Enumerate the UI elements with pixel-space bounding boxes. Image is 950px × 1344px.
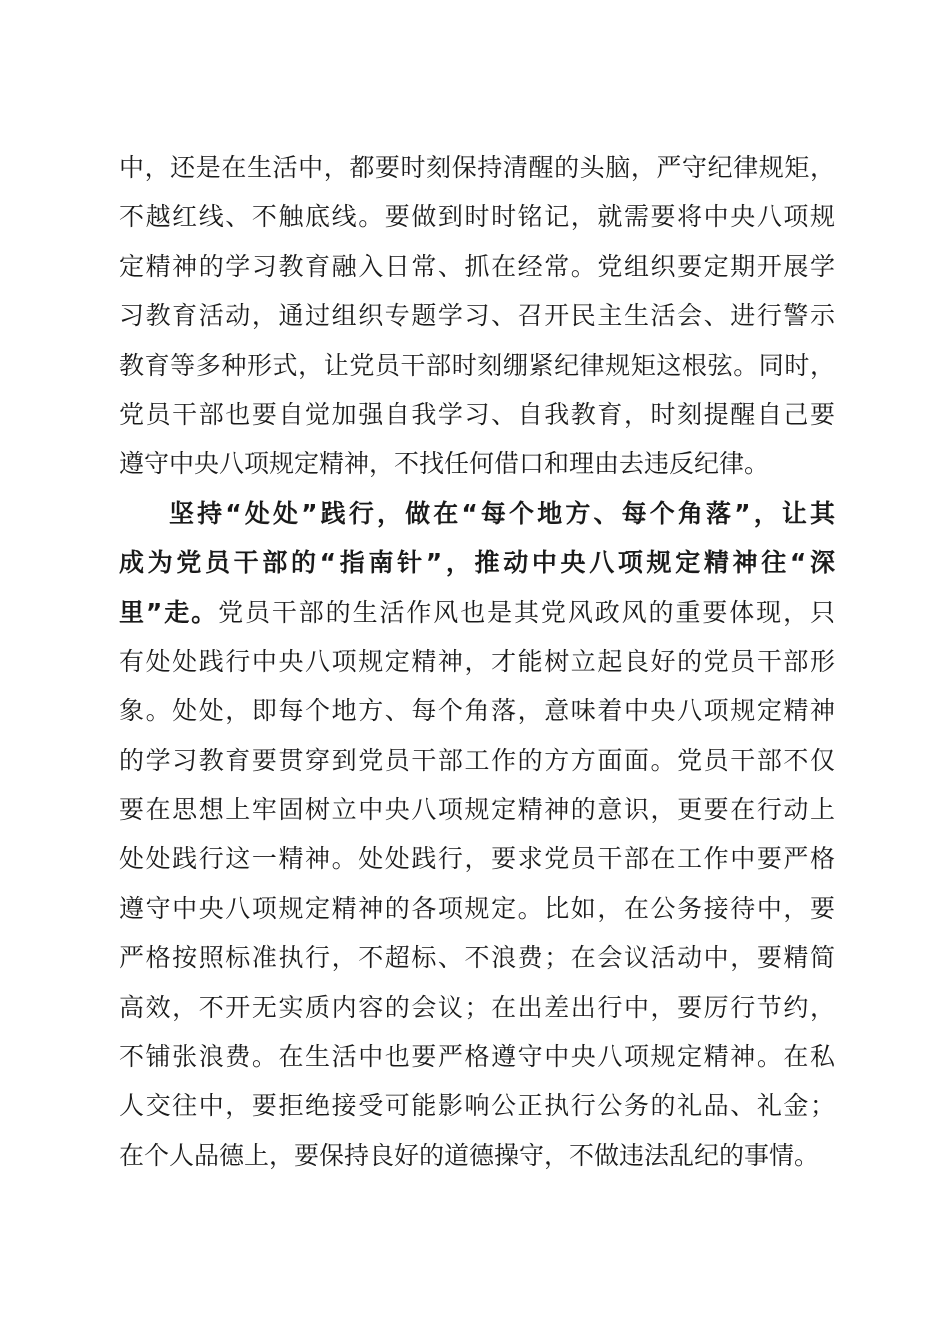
text-line-18: 人交往中，要拒绝接受可能影响公正执行公务的礼品、礼金； xyxy=(119,1091,835,1121)
body-text xyxy=(119,143,835,1180)
text-line-5: 教育等多种形式，让党员干部时刻绷紧纪律规矩这根弦。同时， xyxy=(119,350,835,380)
text-line-19: 在个人品德上，要保持良好的道德操守，不做违法乱纪的事情。 xyxy=(119,1140,820,1170)
heading-line-1: 坚持“处处”践行，做在“每个地方、每个角落”，让其 xyxy=(169,498,835,528)
text-line-8 xyxy=(119,588,835,637)
heading-line-3: 里”走。 xyxy=(119,597,219,627)
text-line-10: 象。处处，即每个地方、每个角落，意味着中央八项规定精神 xyxy=(119,696,835,726)
text-line-11: 的学习教育要贯穿到党员干部工作的方方面面。党员干部不仅 xyxy=(119,745,835,775)
text-line-9: 有处处践行中央八项规定精神，才能树立起良好的党员干部形 xyxy=(119,646,835,676)
text-line-13: 处处践行这一精神。处处践行，要求党员干部在工作中要严格 xyxy=(119,844,835,874)
text-line-6: 党员干部也要自觉加强自我学习、自我教育，时刻提醒自己要 xyxy=(119,399,835,429)
text-line-16: 高效，不开无实质内容的会议；在出差出行中，要厉行节约， xyxy=(119,992,835,1022)
text-line-3: 定精神的学习教育融入日常、抓在经常。党组织要定期开展学 xyxy=(119,251,835,281)
text-line-15: 严格按照标准执行，不超标、不浪费；在会议活动中，要精简 xyxy=(119,943,835,973)
text-line-17: 不铺张浪费。在生活中也要严格遵守中央八项规定精神。在私 xyxy=(119,1042,835,1072)
text-line-4: 习教育活动，通过组织专题学习、召开民主生活会、进行警示 xyxy=(119,301,835,331)
text-line-8-body: 党员干部的生活作风也是其党风政风的重要体现，只 xyxy=(218,597,835,627)
text-line-2: 不越红线、不触底线。要做到时时铭记，就需要将中央八项规 xyxy=(119,202,835,232)
text-line-7: 遵守中央八项规定精神，不找任何借口和理由去违反纪律。 xyxy=(119,449,770,479)
text-line-14: 遵守中央八项规定精神的各项规定。比如，在公务接待中，要 xyxy=(119,893,835,923)
text-line-1: 中，还是在生活中，都要时刻保持清醒的头脑，严守纪律规矩， xyxy=(119,153,835,182)
text-line-12: 要在思想上牢固树立中央八项规定精神的意识，更要在行动上 xyxy=(119,795,835,825)
heading-line-2: 成为党员干部的“指南针”，推动中央八项规定精神往“深 xyxy=(119,548,835,578)
